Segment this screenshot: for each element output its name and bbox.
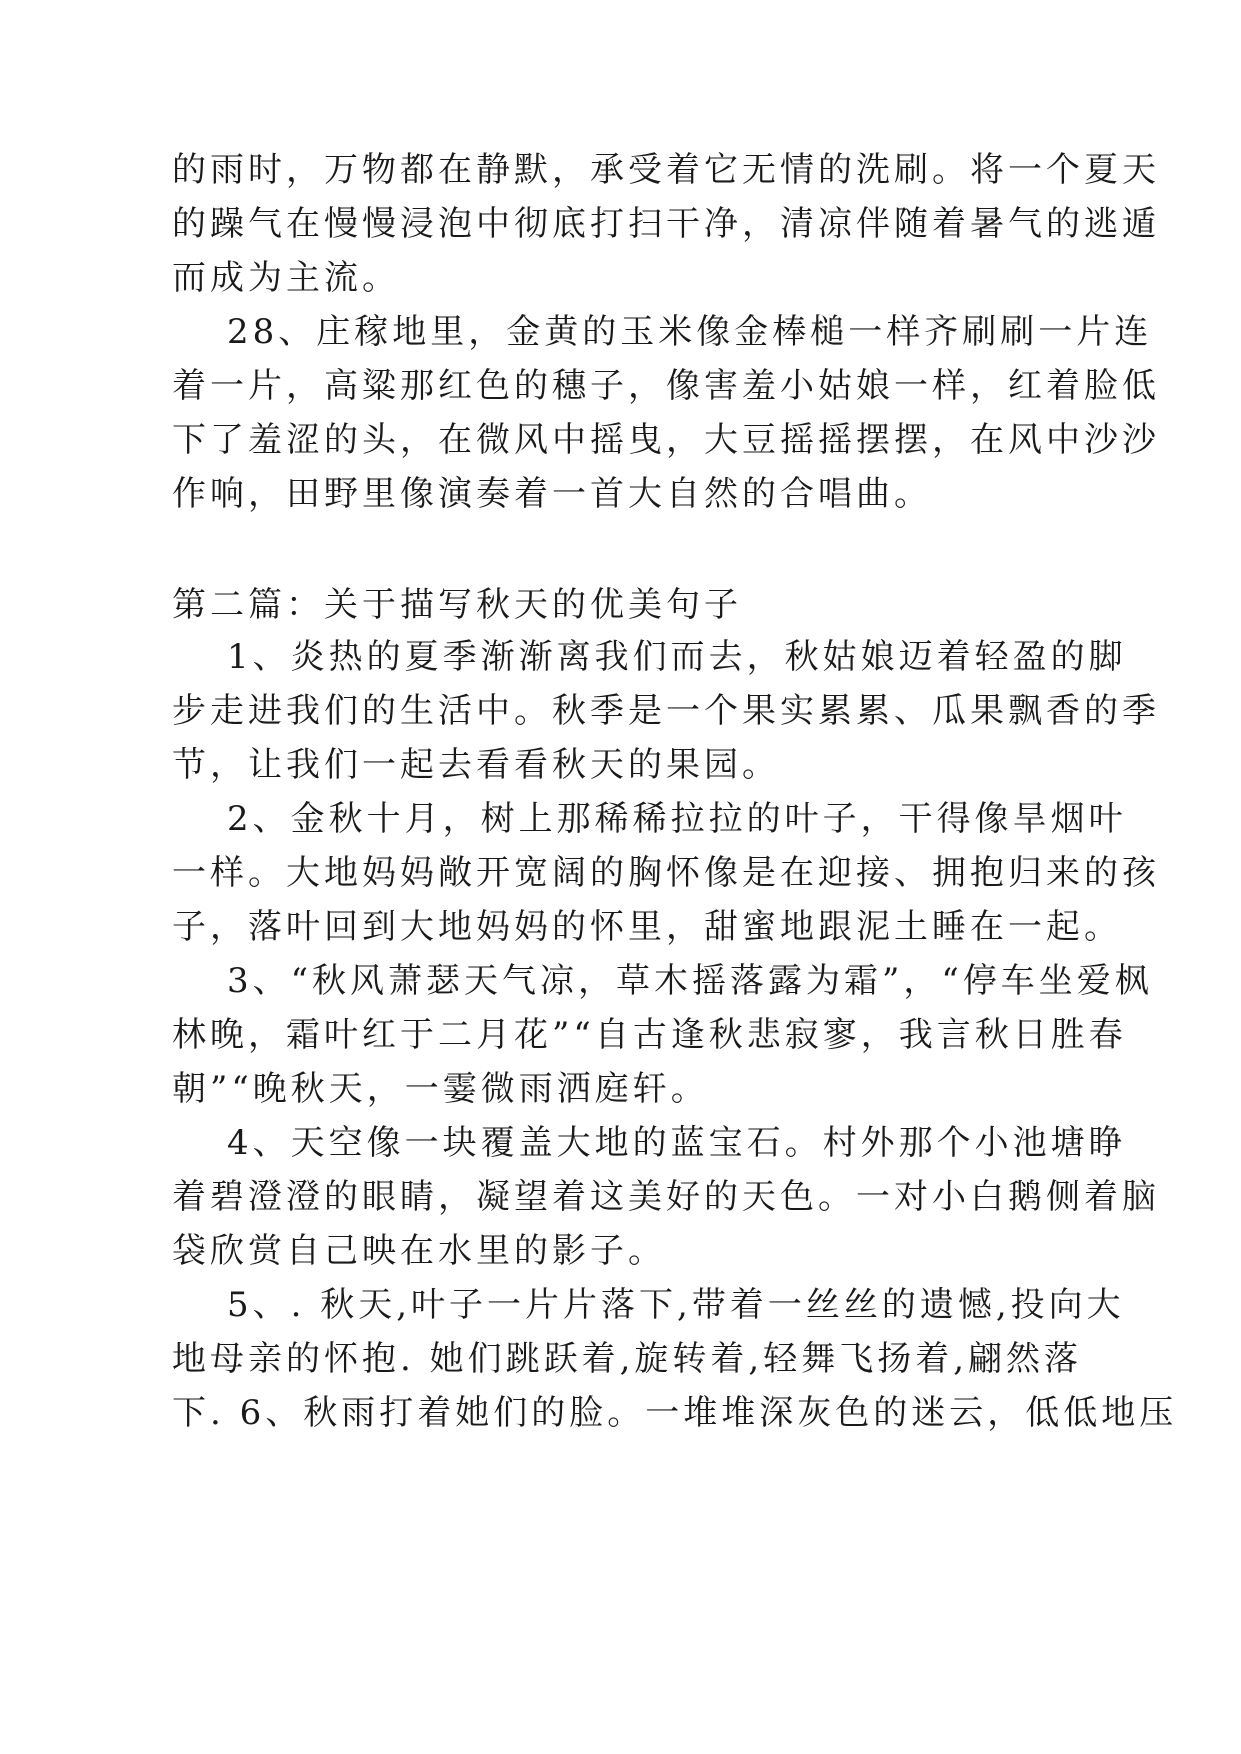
text-line: 袋欣赏自己映在水里的影子。 <box>172 1231 666 1271</box>
text-line: 而成为主流。 <box>172 258 400 298</box>
text-line: 步走进我们的生活中。秋季是一个果实累累、瓜果飘香的季 <box>172 691 1160 731</box>
text-line: 林晚，霜叶红于二月花”“自古逢秋悲寂寥，我言秋日胜春 <box>172 1015 1127 1055</box>
text-line: 下了羞涩的头，在微风中摇曳，大豆摇摇摆摆，在风中沙沙 <box>172 420 1160 460</box>
text-line: 3、“秋风萧瑟天气凉，草木摇落露为霜”，“停车坐爱枫 <box>227 961 1153 1001</box>
text-line: 的躁气在慢慢浸泡中彻底打扫干净，清凉伴随着暑气的逃遁 <box>172 204 1160 244</box>
text-line: 5、. 秋天,叶子一片片落下,带着一丝丝的遗憾,投向大 <box>227 1285 1125 1325</box>
text-line: 地母亲的怀抱. 她们跳跃着,旋转着,轻舞飞扬着,翩然落 <box>172 1339 1083 1379</box>
text-line: 的雨时，万物都在静默，承受着它无情的洗刷。将一个夏天 <box>172 150 1160 190</box>
text-line: 作响，田野里像演奏着一首大自然的合唱曲。 <box>172 474 932 514</box>
section-heading: 第二篇：关于描写秋天的优美句子 <box>172 585 742 625</box>
text-line: 节，让我们一起去看看秋天的果园。 <box>172 745 780 785</box>
text-line: 朝”“晚秋天，一霎微雨洒庭轩。 <box>172 1069 709 1109</box>
text-line: 4、天空像一块覆盖大地的蓝宝石。村外那个小池塘睁 <box>227 1123 1127 1163</box>
text-line: 2、金秋十月，树上那稀稀拉拉的叶子，干得像旱烟叶 <box>227 799 1127 839</box>
text-line: 子，落叶回到大地妈妈的怀里，甜蜜地跟泥土睡在一起。 <box>172 907 1122 947</box>
text-line: 28、庄稼地里，金黄的玉米像金棒槌一样齐刷刷一片连 <box>227 312 1153 352</box>
text-line: 一样。大地妈妈敞开宽阔的胸怀像是在迎接、拥抱归来的孩 <box>172 853 1160 893</box>
text-line: 下. 6、秋雨打着她们的脸。一堆堆深灰色的迷云，低低地压 <box>172 1393 1178 1433</box>
text-line: 着一片，高粱那红色的穗子，像害羞小姑娘一样，红着脸低 <box>172 366 1160 406</box>
text-line: 着碧澄澄的眼睛，凝望着这美好的天色。一对小白鹅侧着脑 <box>172 1177 1160 1217</box>
text-line: 1、炎热的夏季渐渐离我们而去，秋姑娘迈着轻盈的脚 <box>227 637 1127 677</box>
